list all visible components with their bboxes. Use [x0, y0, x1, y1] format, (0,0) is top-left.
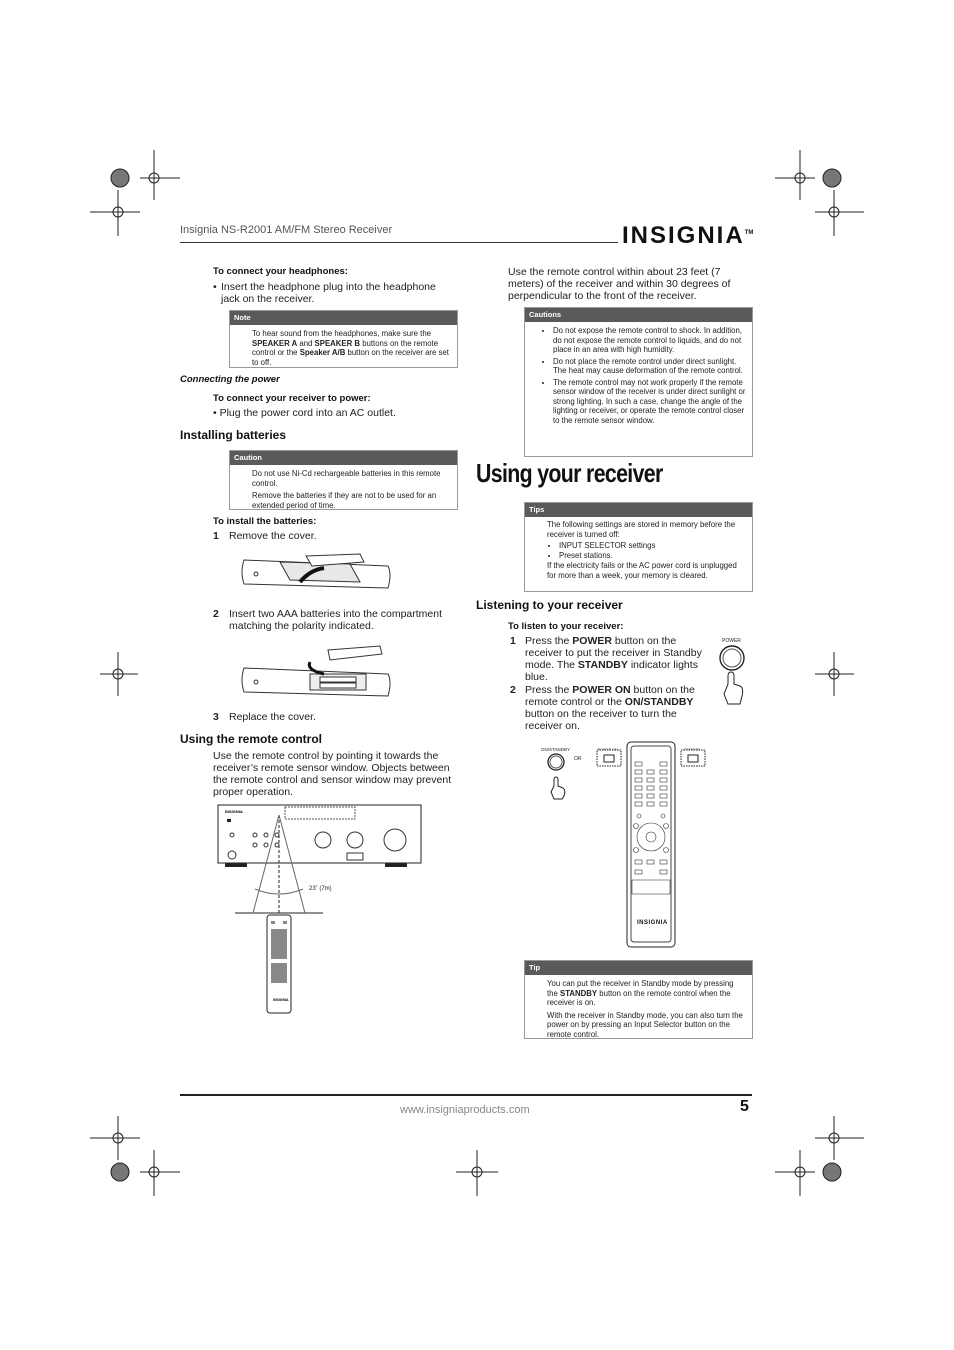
tips-item: • INPUT SELECTOR settings — [559, 541, 746, 551]
caution-box — [229, 450, 458, 510]
page-number: 5 — [740, 1098, 749, 1115]
power-label: POWER — [722, 638, 741, 644]
power-bullet: • Plug the power cord into an AC outlet. — [213, 407, 396, 419]
onstandby-button-illustration — [544, 752, 574, 800]
remote-range-illustration — [215, 803, 425, 1015]
power-title: To connect your receiver to power: — [213, 393, 371, 404]
tips-box — [524, 502, 753, 592]
listen-step-1: 1 Press the POWER button on the receiver to put the receiver in Standby mode. The STANDBY indicator lights blue. — [510, 635, 702, 683]
remote-control-illustration — [595, 740, 710, 950]
insignia-logo: INSIGNIA™ — [622, 222, 754, 249]
tip-box — [524, 960, 753, 1039]
caution-item: • Do not place the remote control under direct sunlight. The heat may cause deformation of the remote control. — [553, 357, 746, 376]
tips-text-2: If the electricity fails or the AC power cord is unplugged for more than a week, your memory is cleared. — [547, 561, 737, 580]
svg-text:INSIGNIA: INSIGNIA — [225, 809, 243, 814]
or-label: OR — [574, 756, 582, 762]
note-box — [229, 310, 458, 368]
caution-item: • The remote control may not work properly if the remote sensor window of the receiver is under direct sunlight or strong lighting. In such a case, change the angle of the lighting or receiver, or operate the remote control closer to the remote sensor window. — [553, 378, 746, 426]
tips-text-1: The following settings are stored in memory before the receiver is turned off: — [547, 520, 736, 539]
insert-batteries-illustration — [240, 644, 395, 702]
remove-cover-illustration — [240, 552, 395, 596]
caution-text-2: Remove the batteries if they are not to be used for an extended period of time. — [252, 491, 437, 510]
note-label: Note — [230, 311, 457, 325]
range-intro: Use the remote control within about 23 feet (7 meters) of the receiver and within 30 degrees of perpendicular to the front of the receiver. — [508, 266, 731, 302]
page-title: Using your receiver — [476, 458, 663, 488]
headphones-bullet: • Insert the headphone plug into the headphone jack on the receiver. — [213, 281, 436, 305]
remote-text: Use the remote control by pointing it towards the receiver’s remote sensor window. Objects between the remote control and sensor window may prevent proper operation. — [213, 750, 452, 798]
batteries-heading: Installing batteries — [180, 428, 287, 442]
install-step-1: 1 Remove the cover. — [213, 530, 317, 542]
onstandby-label: ON/STANDBY — [541, 747, 570, 752]
footer-rule — [180, 1094, 752, 1096]
footer-url[interactable]: www.insigniaproducts.com — [400, 1104, 530, 1116]
install-step-3: 3 Replace the cover. — [213, 711, 316, 723]
power-button-illustration — [714, 642, 754, 712]
tips-label: Tips — [525, 503, 752, 517]
listen-heading: Listening to your receiver — [476, 598, 623, 612]
tips-item: • Preset stations. — [559, 551, 746, 561]
note-text: To hear sound from the headphones, make sure the SPEAKER A and SPEAKER B buttons on the remote control or the Speaker A/B button on the receiver are set to off. — [252, 329, 449, 367]
cautions-box — [524, 307, 753, 457]
headphones-title: To connect your headphones: — [213, 266, 348, 277]
cautions-label: Cautions — [525, 308, 752, 322]
listen-step-2: 2 Press the POWER ON button on the remote control or the ON/STANDBY button on the receiver to turn the receiver on. — [510, 684, 695, 732]
caution-text-1: Do not use Ni-Cd rechargeable batteries in this remote control. — [252, 469, 441, 488]
install-title: To install the batteries: — [213, 516, 317, 527]
remote-heading: Using the remote control — [180, 732, 323, 746]
tip-text-1: You can put the receiver in Standby mode by pressing the STANDBY button on the remote control when the receiver is on. — [547, 979, 734, 1007]
svg-text:INSIGNIA: INSIGNIA — [273, 998, 289, 1002]
header-rule — [180, 242, 618, 243]
remote-logo: INSIGNIA — [637, 920, 668, 926]
tip-text-2: With the receiver in Standby mode, you can also turn the power on by pressing an Input Selector button on the remote control. — [547, 1010, 743, 1039]
tip-label: Tip — [525, 961, 752, 975]
range-angle-label: 23˚ (7m) — [309, 886, 332, 892]
caution-item: • Do not expose the remote control to shock. In addition, do not expose the remote control to liquids, and do not place in an area with high humidity. — [553, 326, 746, 355]
install-step-2: 2 Insert two AAA batteries into the compartment matching the polarity indicated. — [213, 608, 443, 632]
listen-title: To listen to your receiver: — [508, 621, 624, 632]
caution-label: Caution — [230, 451, 457, 465]
power-heading: Connecting the power — [180, 374, 280, 385]
header-title: Insignia NS-R2001 AM/FM Stereo Receiver — [180, 224, 393, 236]
